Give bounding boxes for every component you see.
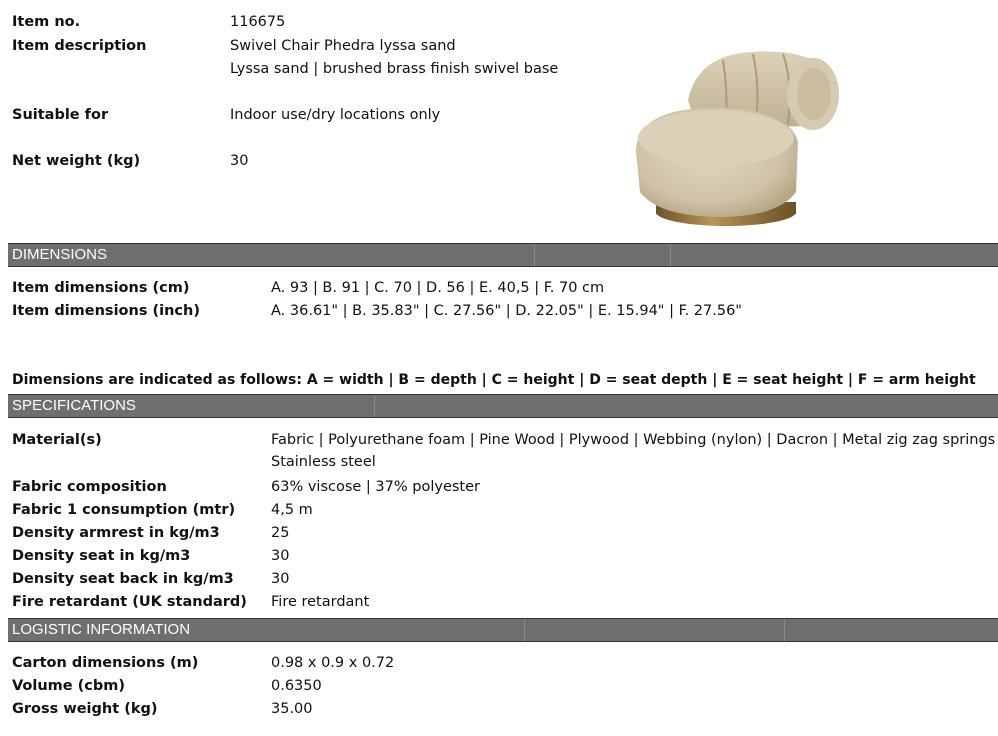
logistic-label: Gross weight (kg) [12, 701, 158, 717]
materials-line2: Stainless steel [271, 454, 376, 470]
dimensions-legend: Dimensions are indicated as follows: A = width | B = depth | C = height | D = seat depth | E = seat height | F = arm height [12, 372, 976, 388]
suitable-for-value: Indoor use/dry locations only [230, 107, 441, 123]
spec-label: Density seat in kg/m3 [12, 548, 191, 564]
spec-label: Fabric 1 consumption (mtr) [12, 502, 236, 518]
spec-value: 30 [271, 548, 290, 564]
item-no-label: Item no. [12, 14, 81, 30]
item-no-value: 116675 [230, 14, 286, 30]
item-description-label: Item description [12, 38, 147, 54]
logistic-value: 35.00 [271, 701, 313, 717]
materials-line1: Fabric | Polyurethane foam | Pine Wood | Plywood | Webbing (nylon) | Dacron | Metal zig zag springs [271, 432, 996, 448]
item-dimensions-inch-value: A. 36.61" | B. 35.83" | C. 27.56" | D. 22.05" | E. 15.94" | F. 27.56" [271, 303, 742, 319]
item-description-line1: Swivel Chair Phedra lyssa sand [230, 38, 456, 54]
item-dimensions-cm-label: Item dimensions (cm) [12, 280, 190, 296]
spec-label: Density seat back in kg/m3 [12, 571, 234, 587]
spec-value: 4,5 m [271, 502, 313, 518]
item-dimensions-inch-label: Item dimensions (inch) [12, 303, 200, 319]
spec-value: Fire retardant [271, 594, 370, 610]
spec-value: 25 [271, 525, 290, 541]
specifications-header: SPECIFICATIONS [12, 397, 136, 414]
logistic-value: 0.6350 [271, 678, 322, 694]
net-weight-label: Net weight (kg) [12, 153, 141, 169]
logistics-header: LOGISTIC INFORMATION [12, 621, 191, 638]
spec-label: Density armrest in kg/m3 [12, 525, 220, 541]
spec-label: Fabric composition [12, 479, 167, 495]
spec-value: 63% viscose | 37% polyester [271, 479, 480, 495]
spec-label: Fire retardant (UK standard) [12, 594, 247, 610]
logistics-header-bar [8, 618, 998, 642]
net-weight-value: 30 [230, 153, 249, 169]
suitable-for-label: Suitable for [12, 107, 109, 123]
item-dimensions-cm-value: A. 93 | B. 91 | C. 70 | D. 56 | E. 40,5 | F. 70 cm [271, 280, 605, 296]
item-description-line2: Lyssa sand | brushed brass finish swivel base [230, 61, 559, 77]
specifications-header-bar [8, 394, 998, 418]
spec-value: 30 [271, 571, 290, 587]
product-chair-image [628, 42, 843, 237]
logistic-value: 0.98 x 0.9 x 0.72 [271, 655, 395, 671]
materials-label: Material(s) [12, 432, 102, 448]
dimensions-header: DIMENSIONS [12, 246, 108, 263]
logistic-label: Volume (cbm) [12, 678, 126, 694]
logistic-label: Carton dimensions (m) [12, 655, 199, 671]
dimensions-header-bar [8, 243, 998, 267]
